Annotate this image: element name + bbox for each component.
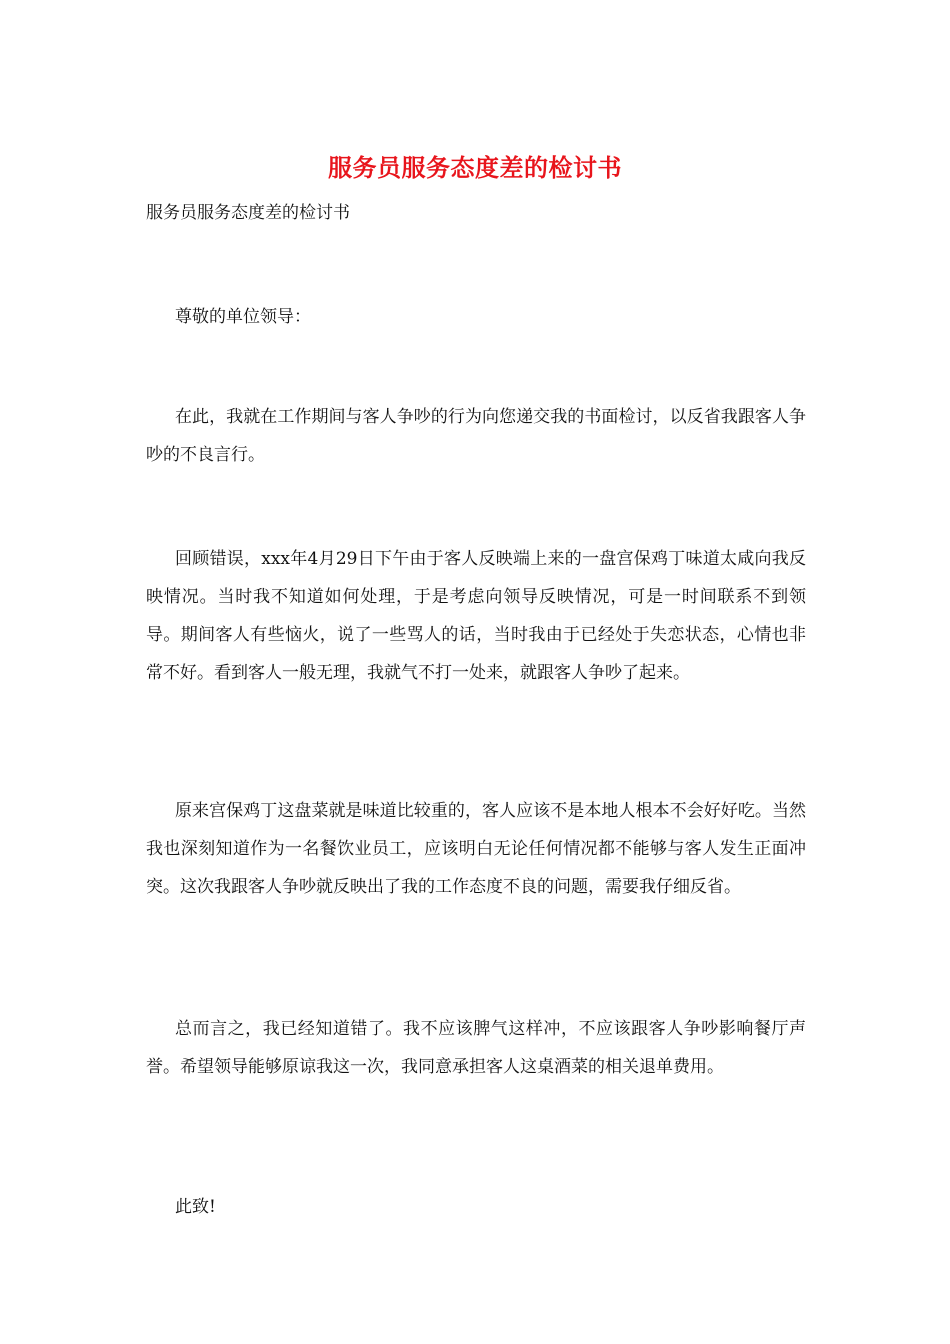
body-paragraph-1: 在此，我就在工作期间与客人争吵的行为向您递交我的书面检讨，以反省我跟客人争吵的不良言行。 xyxy=(146,407,806,465)
closing: 此致! xyxy=(175,1197,216,1217)
body-paragraph-2: 回顾错误，xxx年4月29日下午由于客人反映端上来的一盘宫保鸡丁味道太咸向我反映情况。当时我不知道如何处理，于是考虑向领导反映情况，可是一时间联系不到领导。期间客人有些恼火，说了一些骂人的话，当时我由于已经处于失恋状态，心情也非常不好。看到客人一般无理，我就气不打一处来，就跟客人争吵了起来。 xyxy=(146,549,806,683)
document-title: 服务员服务态度差的检讨书 xyxy=(328,153,622,182)
body-paragraph-3: 原来宫保鸡丁这盘菜就是味道比较重的，客人应该不是本地人根本不会好好吃。当然我也深刻知道作为一名餐饮业员工，应该明白无论任何情况都不能够与客人发生正面冲突。这次我跟客人争吵就反映出了我的工作态度不良的问题，需要我仔细反省。 xyxy=(146,801,806,897)
salutation: 尊敬的单位领导： xyxy=(175,307,311,327)
body-paragraph-4: 总而言之，我已经知道错了。我不应该脾气这样冲，不应该跟客人争吵影响餐厅声誉。希望领导能够原谅我这一次，我同意承担客人这桌酒菜的相关退单费用。 xyxy=(146,1019,806,1077)
document-subtitle: 服务员服务态度差的检讨书 xyxy=(146,203,350,223)
